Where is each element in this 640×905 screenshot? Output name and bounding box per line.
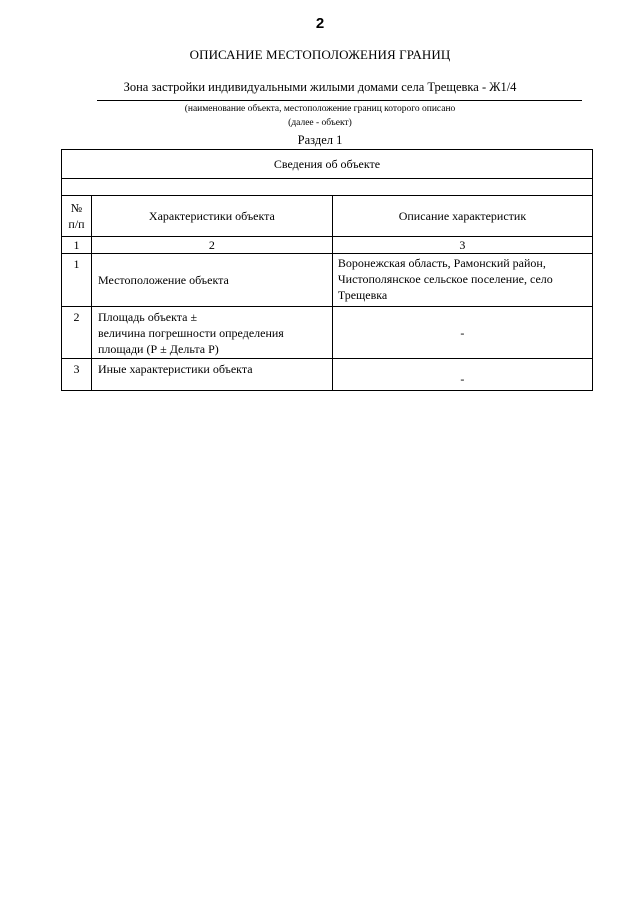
column-numbers-row [62,237,593,254]
column-number-2: 2 [91,237,332,254]
object-caption-line-2: (далее - объект) [288,118,352,128]
object-name: Зона застройки индивидуальными жилыми домами села Трещевка - Ж1/4 [123,80,517,94]
underline-rule [97,100,582,101]
table-row [62,307,593,359]
column-number-3: 3 [332,237,592,254]
row-number: 1 [62,254,92,307]
table-caption: Сведения об объекте [62,150,593,179]
row-characteristic: Местоположение объекта [91,254,332,307]
row-characteristic: Площадь объекта ± величина погрешности определения площади (Р ± Дельта Р) [91,307,332,359]
table-empty-cell [62,179,593,196]
object-caption-line-1: (наименование объекта, местоположение границ которого описано [184,104,456,114]
document-title: ОПИСАНИЕ МЕСТОПОЛОЖЕНИЯ ГРАНИЦ [189,47,451,62]
object-info-table [61,149,593,391]
row-number: 3 [62,359,92,391]
row-number: 2 [62,307,92,359]
table-header-row [62,196,593,237]
table-row [62,254,593,307]
row-characteristic: Иные характеристики объекта [91,359,332,391]
row-description: Воронежская область, Рамонский район, Чистополянское сельское поселение, село Трещевка [332,254,592,307]
table-empty-row [62,179,593,196]
header-number: № п/п [62,196,92,237]
header-characteristic: Характеристики объекта [91,196,332,237]
page-number: 2 [315,15,325,32]
section-label: Раздел 1 [297,133,343,147]
header-description: Описание характеристик [332,196,592,237]
row-description: - [332,359,592,391]
table-caption-row [62,150,593,179]
column-number-1: 1 [62,237,92,254]
table-row [62,359,593,391]
row-description: - [332,307,592,359]
